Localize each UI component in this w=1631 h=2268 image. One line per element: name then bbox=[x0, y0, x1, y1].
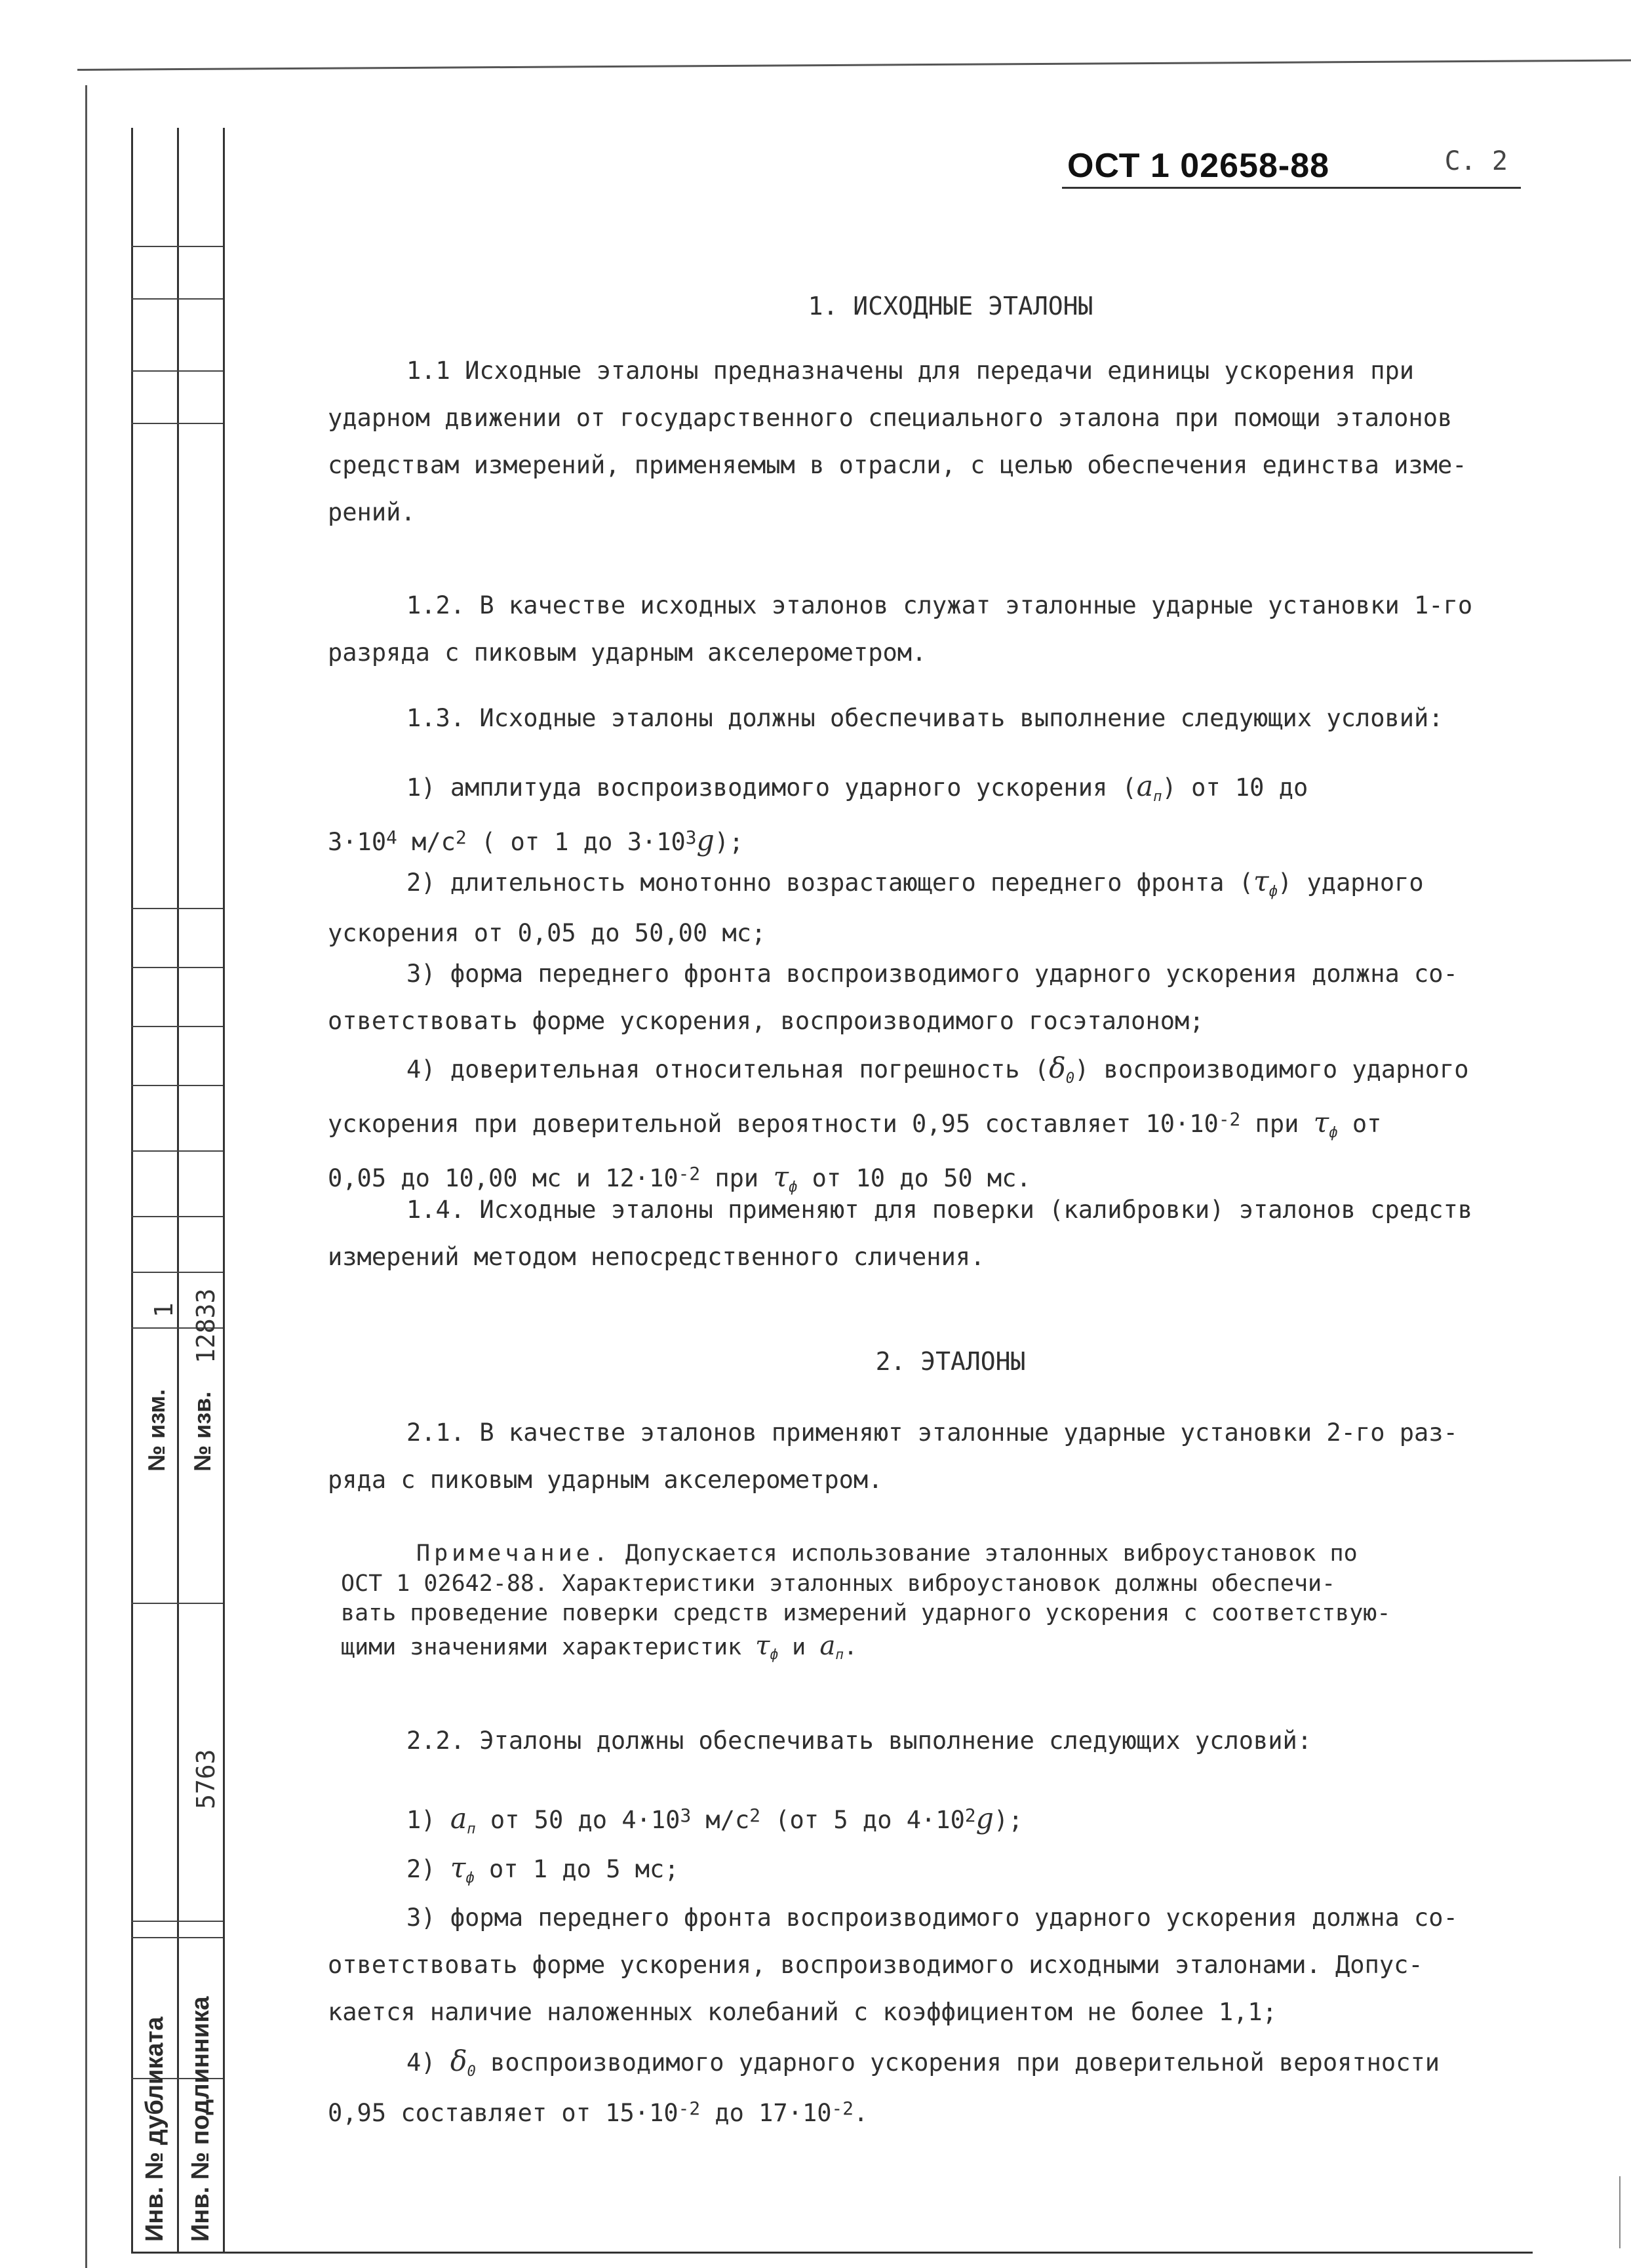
dublikat-label: Инв. № дубликата bbox=[141, 2016, 168, 2242]
text-span: ( от 1 до 3·10 bbox=[466, 827, 686, 856]
symbol-a: a bbox=[819, 1630, 836, 1661]
text-span: . bbox=[843, 1633, 858, 1660]
symbol-subscript: ф bbox=[788, 1178, 798, 1196]
text-span: щими значениями характеристик bbox=[341, 1633, 756, 1660]
condition-2-3 bbox=[328, 1894, 1458, 2036]
izv-value: 12833 bbox=[191, 1288, 220, 1363]
superscript: -2 bbox=[1218, 1108, 1241, 1131]
para-1-2 bbox=[328, 582, 1472, 676]
text-span: ) воспроизводимого ударного bbox=[1074, 1055, 1469, 1084]
margin-cell-line bbox=[131, 1150, 223, 1152]
outer-frame-left-line bbox=[85, 85, 87, 2268]
superscript: 2 bbox=[964, 1805, 976, 1827]
text-span: от 50 до 4·10 bbox=[475, 1806, 680, 1834]
para-2-2: 2.2. Эталоны должны обеспечивать выполнение следующих условий: bbox=[406, 1727, 1312, 1755]
superscript: -2 bbox=[678, 1163, 701, 1185]
text-span: ); bbox=[993, 1806, 1023, 1834]
text-span: воспроизводимого ударного ускорения при доверительной вероятности bbox=[475, 2048, 1440, 2077]
text-line: 3) форма переднего фронта воспроизводимого ударного ускорения должна со- bbox=[406, 960, 1458, 988]
symbol-subscript: ф bbox=[770, 1646, 779, 1662]
text-span: 3·10 bbox=[328, 827, 387, 856]
text-span: до 17·10 bbox=[700, 2098, 832, 2127]
section-1-title: 1. ИСХОДНЫЕ ЭТАЛОНЫ bbox=[808, 292, 1093, 321]
symbol-subscript: п bbox=[835, 1646, 844, 1662]
text-span: м/с bbox=[691, 1806, 750, 1834]
margin-cell-line bbox=[131, 908, 223, 909]
symbol-tau: τ bbox=[450, 1852, 466, 1885]
text-span: Допускается использование эталонных виброустановок по bbox=[611, 1540, 1358, 1567]
symbol-tau: τ bbox=[1253, 866, 1269, 898]
text-span: при bbox=[1240, 1109, 1314, 1138]
note-label: Примечание. bbox=[416, 1540, 612, 1567]
superscript: 2 bbox=[749, 1805, 760, 1827]
text-line: разряда с пиковым ударным акселерометром. bbox=[328, 638, 927, 667]
margin-cell-line bbox=[131, 1216, 223, 1217]
text-span: ) ударного bbox=[1277, 869, 1424, 897]
text-span: 4) bbox=[406, 2048, 450, 2077]
izm-value: 1 bbox=[149, 1302, 178, 1318]
superscript: -2 bbox=[831, 2098, 854, 2120]
text-line bbox=[341, 1629, 1390, 1663]
condition-1-1 bbox=[328, 760, 1308, 869]
symbol-subscript: 0 bbox=[1065, 1069, 1075, 1087]
symbol-g: g bbox=[975, 1803, 994, 1835]
izv-label: № изв. bbox=[189, 1391, 216, 1472]
text-span: . bbox=[853, 2098, 869, 2127]
symbol-a: a bbox=[1136, 771, 1154, 803]
symbol-tau: τ bbox=[1313, 1106, 1329, 1139]
symbol-subscript: ф bbox=[1329, 1124, 1338, 1141]
superscript: 3 bbox=[685, 827, 697, 849]
text-span: 1) bbox=[406, 1806, 450, 1834]
text-span: 0,05 до 10,00 мс и 12·10 bbox=[328, 1163, 678, 1192]
superscript: 4 bbox=[386, 827, 397, 849]
text-line bbox=[328, 855, 1424, 910]
symbol-subscript: ф bbox=[1268, 882, 1278, 900]
scan-edge-mark bbox=[1619, 2176, 1621, 2248]
margin-stamp-column bbox=[131, 128, 225, 2252]
condition-1-3 bbox=[328, 950, 1458, 1045]
text-span: от 1 до 5 мс; bbox=[474, 1855, 679, 1883]
margin-cell-line bbox=[131, 1921, 223, 1922]
condition-2-1 bbox=[406, 1793, 1023, 1847]
para-1-3: 1.3. Исходные эталоны должны обеспечивать выполнение следующих условий: bbox=[406, 704, 1444, 732]
symbol-subscript: 0 bbox=[467, 2062, 476, 2080]
symbol-g: g bbox=[696, 825, 715, 857]
text-span: 0,95 составляет от 15·10 bbox=[328, 2098, 678, 2127]
text-line: 1.1 Исходные эталоны предназначены для передачи единицы ускорения при bbox=[406, 357, 1415, 385]
text-span: при bbox=[700, 1163, 774, 1192]
text-line: ускорения от 0,05 до 50,00 мс; bbox=[328, 918, 766, 947]
symbol-delta: δ bbox=[1049, 1053, 1066, 1085]
condition-1-4 bbox=[328, 1042, 1469, 1205]
margin-cell-line bbox=[131, 1026, 223, 1027]
text-line: ударном движении от государственного специального эталона при помощи эталонов bbox=[328, 404, 1453, 433]
text-line bbox=[328, 760, 1308, 815]
margin-cell-line bbox=[131, 370, 223, 372]
margin-cell-line bbox=[131, 423, 223, 424]
izm-label: № изм. bbox=[143, 1389, 170, 1472]
text-line: 1.2. В качестве исходных эталонов служат эталонные ударные установки 1-го bbox=[406, 591, 1473, 619]
margin-cell-line bbox=[131, 298, 223, 300]
margin-column-divider bbox=[177, 128, 179, 2252]
document-code: ОСТ 1 02658-88 bbox=[1067, 147, 1330, 185]
text-line bbox=[328, 1042, 1469, 1097]
text-line: средствам измерений, применяемым в отрасли, с целью обеспечения единства изме- bbox=[328, 451, 1467, 480]
text-line bbox=[328, 1097, 1469, 1151]
page-header bbox=[1062, 141, 1521, 189]
text-span: от 10 до 50 мс. bbox=[797, 1163, 1031, 1192]
text-span: 1) амплитуда воспроизводимого ударного ускорения ( bbox=[406, 773, 1137, 802]
para-1-1 bbox=[328, 347, 1467, 537]
margin-cell-line bbox=[131, 1272, 223, 1273]
symbol-a: a bbox=[450, 1803, 467, 1835]
outer-frame-top-line bbox=[77, 60, 1631, 71]
superscript: -2 bbox=[678, 2098, 701, 2120]
podlinnik-value: 5763 bbox=[191, 1749, 220, 1809]
note-block bbox=[341, 1539, 1390, 1663]
text-span: 2) длительность монотонно возрастающего переднего фронта ( bbox=[406, 869, 1254, 897]
condition-1-2 bbox=[328, 855, 1424, 957]
text-line: рений. bbox=[328, 498, 416, 527]
text-line: 1.4. Исходные эталоны применяют для поверки (калибровки) эталонов средств bbox=[406, 1196, 1473, 1224]
symbol-subscript: п bbox=[1153, 787, 1162, 805]
text-line: вать проведение поверки средств измерений ударного ускорения с соответствую- bbox=[341, 1600, 1391, 1626]
symbol-subscript: п bbox=[467, 1820, 476, 1837]
text-span: от bbox=[1337, 1109, 1382, 1138]
text-span: ); bbox=[714, 827, 744, 856]
margin-cell-line bbox=[131, 1085, 223, 1086]
text-line: 3) форма переднего фронта воспроизводимого ударного ускорения должна со- bbox=[406, 1904, 1458, 1932]
text-span: 4) доверительная относительная погрешность ( bbox=[406, 1055, 1050, 1084]
text-line: ответствовать форме ускорения, воспроизводимого исходными эталонами. Допус- bbox=[328, 1951, 1423, 1980]
margin-cell-line bbox=[131, 1603, 223, 1604]
text-line: ОСТ 1 02642-88. Характеристики эталонных виброустановок должны обеспечи- bbox=[341, 1570, 1336, 1597]
condition-2-4 bbox=[328, 2035, 1440, 2137]
text-line: ответствовать форме ускорения, воспроизводимого госэталоном; bbox=[328, 1007, 1204, 1036]
symbol-subscript: ф bbox=[465, 1869, 475, 1887]
text-line: ряда с пиковым ударным акселерометром. bbox=[328, 1466, 883, 1495]
text-span: м/с bbox=[397, 827, 456, 856]
para-2-1 bbox=[328, 1409, 1458, 1504]
margin-cell-line bbox=[131, 1937, 223, 1938]
margin-cell-line bbox=[131, 967, 223, 968]
symbol-delta: δ bbox=[450, 2046, 467, 2078]
text-span: 2) bbox=[406, 1855, 450, 1883]
text-span: и bbox=[778, 1633, 820, 1660]
page-number: С. 2 bbox=[1444, 146, 1508, 176]
text-line: кается наличие наложенных колебаний с коэффициентом не более 1,1; bbox=[328, 1998, 1277, 2027]
symbol-tau: τ bbox=[755, 1630, 770, 1661]
section-2-title: 2. ЭТАЛОНЫ bbox=[875, 1347, 1026, 1376]
superscript: 2 bbox=[455, 827, 467, 849]
text-line bbox=[328, 2090, 1440, 2137]
symbol-tau: τ bbox=[773, 1161, 789, 1194]
podlinnik-label: Инв. № подлинника bbox=[187, 1996, 214, 2242]
text-line: измерений методом непосредственного сличения. bbox=[328, 1243, 985, 1272]
para-1-4 bbox=[328, 1186, 1472, 1281]
text-span: ) от 10 до bbox=[1162, 773, 1308, 802]
text-line: 2.1. В качестве эталонов применяют эталонные ударные установки 2-го раз- bbox=[406, 1418, 1458, 1447]
superscript: 3 bbox=[680, 1805, 692, 1827]
condition-2-2 bbox=[406, 1842, 679, 1896]
text-span: (от 5 до 4·10 bbox=[760, 1806, 965, 1834]
text-span: ускорения при доверительной вероятности 0,95 составляет 10·10 bbox=[328, 1109, 1219, 1138]
text-line bbox=[328, 2035, 1440, 2090]
text-line bbox=[341, 1539, 1390, 1569]
margin-cell-line bbox=[131, 246, 223, 247]
